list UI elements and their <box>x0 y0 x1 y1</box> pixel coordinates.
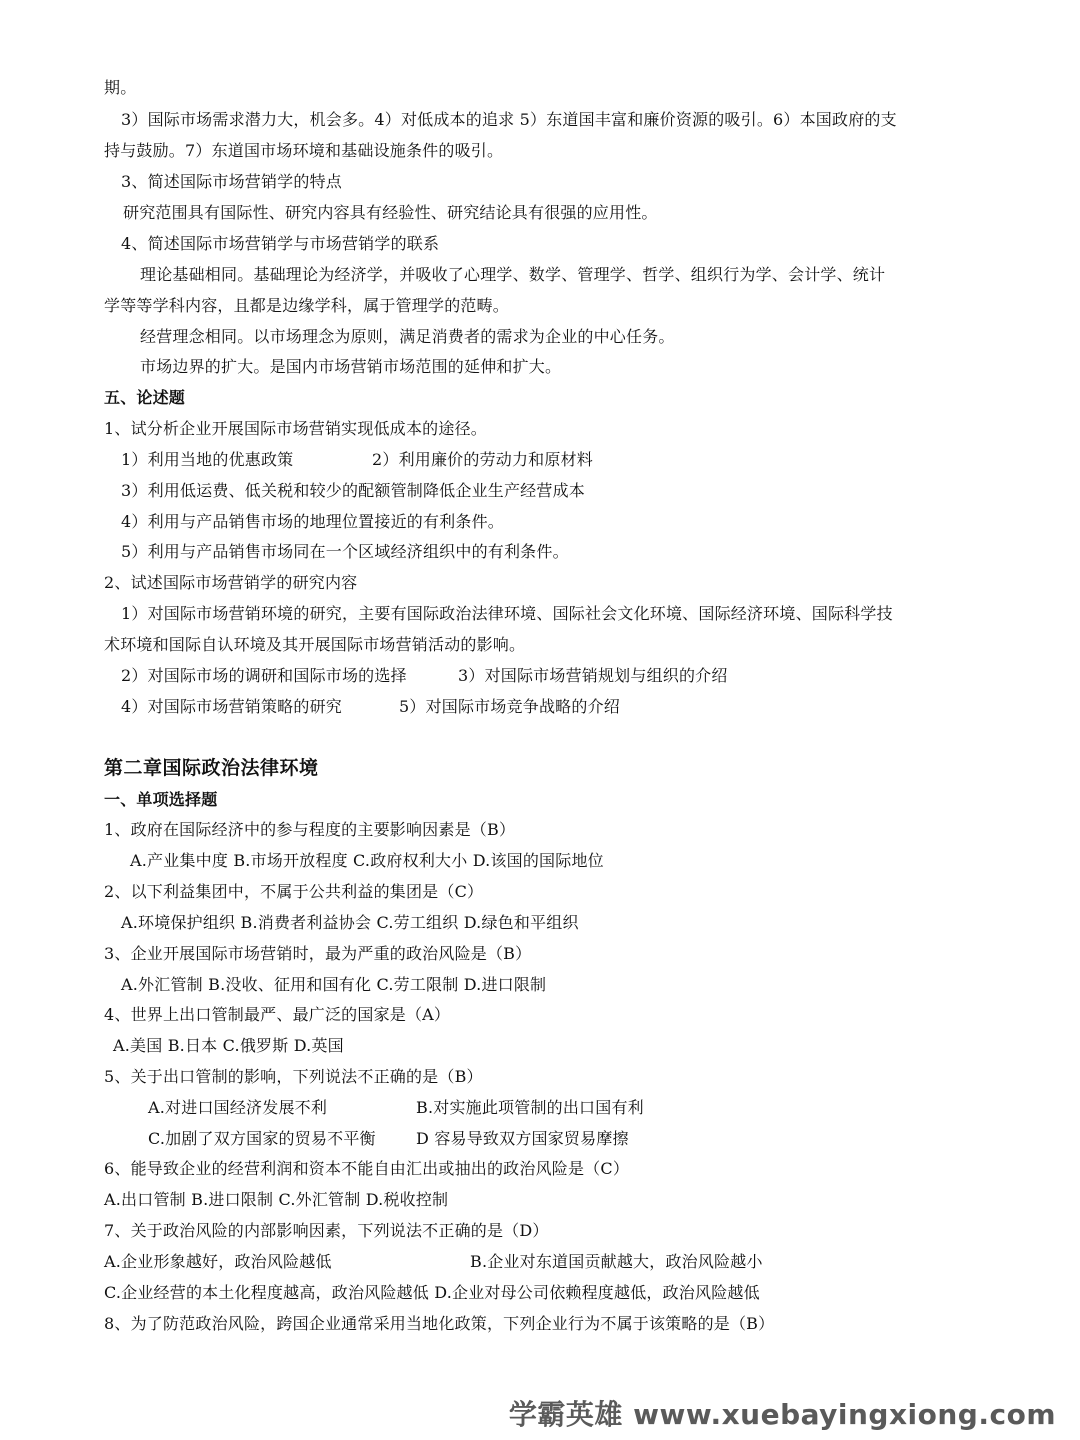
question-heading: 8、为了防范政治风险，跨国企业通常采用当地化政策，下列企业行为不属于该策略的是（B） <box>104 1314 775 1333</box>
text-line: 期。 <box>104 78 137 97</box>
question-heading: 2、以下利益集团中，不属于公共利益的集团是（C） <box>104 882 484 901</box>
answer-options: A.外汇管制 B.没收、征用和国有化 C.劳工限制 D.进口限制 <box>121 975 547 994</box>
answer-option: C.加剧了双方国家的贸易不平衡 <box>148 1129 376 1148</box>
text-line: 研究范围具有国际性、研究内容具有经验性、研究结论具有很强的应用性。 <box>123 203 658 222</box>
text-line: 理论基础相同。基础理论为经济学，并吸收了心理学、数学、管理学、哲学、组织行为学、会计学、统计 <box>140 265 886 284</box>
text-line: 持与鼓励。7）东道国市场环境和基础设施条件的吸引。 <box>104 141 504 160</box>
chapter-title: 第二章国际政治法律环境 <box>104 757 319 779</box>
question-heading: 5、关于出口管制的影响，下列说法不正确的是（B） <box>104 1067 483 1086</box>
answer-option: D 容易导致双方国家贸易摩擦 <box>416 1129 629 1148</box>
text-line: 4）利用与产品销售市场的地理位置接近的有利条件。 <box>121 512 504 531</box>
answer-option: B.对实施此项管制的出口国有利 <box>416 1098 644 1117</box>
text-line: 5）利用与产品销售市场同在一个区域经济组织中的有利条件。 <box>121 542 569 561</box>
question-heading: 3、简述国际市场营销学的特点 <box>121 172 342 191</box>
answer-options: A.美国 B.日本 C.俄罗斯 D.英国 <box>113 1036 344 1055</box>
question-heading: 4、世界上出口管制最严、最广泛的国家是（A） <box>104 1005 451 1024</box>
site-watermark: 学霸英雄 www.xuebayingxiong.com <box>508 1398 1056 1431</box>
text-line: 3）利用低运费、低关税和较少的配额管制降低企业生产经营成本 <box>121 481 585 500</box>
question-heading: 1、试分析企业开展国际市场营销实现低成本的途径。 <box>104 419 487 438</box>
answer-options: A.产业集中度 B.市场开放程度 C.政府权利大小 D.该国的国际地位 <box>130 851 604 870</box>
question-heading: 1、政府在国际经济中的参与程度的主要影响因素是（B） <box>104 820 516 839</box>
text-line: 学等等学科内容，且都是边缘学科，属于管理学的范畴。 <box>104 296 510 315</box>
text-line: 5）对国际市场竞争战略的介绍 <box>399 697 620 716</box>
answer-options: A.出口管制 B.进口限制 C.外汇管制 D.税收控制 <box>104 1190 449 1209</box>
text-line: 市场边界的扩大。是国内市场营销市场范围的延伸和扩大。 <box>140 357 562 376</box>
text-line: 2）对国际市场的调研和国际市场的选择 <box>121 666 407 685</box>
answer-options: A.环境保护组织 B.消费者利益协会 C.劳工组织 D.绿色和平组织 <box>121 913 579 932</box>
text-line: 4）对国际市场营销策略的研究 <box>121 697 342 716</box>
section-heading: 一、单项选择题 <box>104 790 218 809</box>
text-line: 3）国际市场需求潜力大，机会多。4）对低成本的追求 5）东道国丰富和廉价资源的吸引。6）本国政府的支 <box>121 110 897 129</box>
answer-options: C.企业经营的本土化程度越高，政治风险越低 D.企业对母公司依赖程度越低，政治风险越低 <box>104 1283 760 1302</box>
question-heading: 2、试述国际市场营销学的研究内容 <box>104 573 358 592</box>
text-line: 2）利用廉价的劳动力和原材料 <box>372 450 593 469</box>
answer-option: A.对进口国经济发展不利 <box>148 1098 328 1117</box>
question-heading: 3、企业开展国际市场营销时，最为严重的政治风险是（B） <box>104 944 532 963</box>
section-heading: 五、论述题 <box>104 388 186 407</box>
question-heading: 4、简述国际市场营销学与市场营销学的联系 <box>121 234 440 253</box>
question-heading: 6、能导致企业的经营利润和资本不能自由汇出或抽出的政治风险是（C） <box>104 1159 630 1178</box>
question-heading: 7、关于政治风险的内部影响因素，下列说法不正确的是（D） <box>104 1221 549 1240</box>
text-line: 经营理念相同。以市场理念为原则，满足消费者的需求为企业的中心任务。 <box>140 327 675 346</box>
text-line: 1）利用当地的优惠政策 <box>121 450 294 469</box>
answer-option: A.企业形象越好，政治风险越低 <box>104 1252 332 1271</box>
text-line: 3）对国际市场营销规划与组织的介绍 <box>458 666 728 685</box>
text-line: 1）对国际市场营销环境的研究，主要有国际政治法律环境、国际社会文化环境、国际经济环境、国际科学技 <box>121 604 893 623</box>
text-line: 术环境和国际自认环境及其开展国际市场营销活动的影响。 <box>104 635 526 654</box>
answer-option: B.企业对东道国贡献越大，政治风险越小 <box>470 1252 763 1271</box>
